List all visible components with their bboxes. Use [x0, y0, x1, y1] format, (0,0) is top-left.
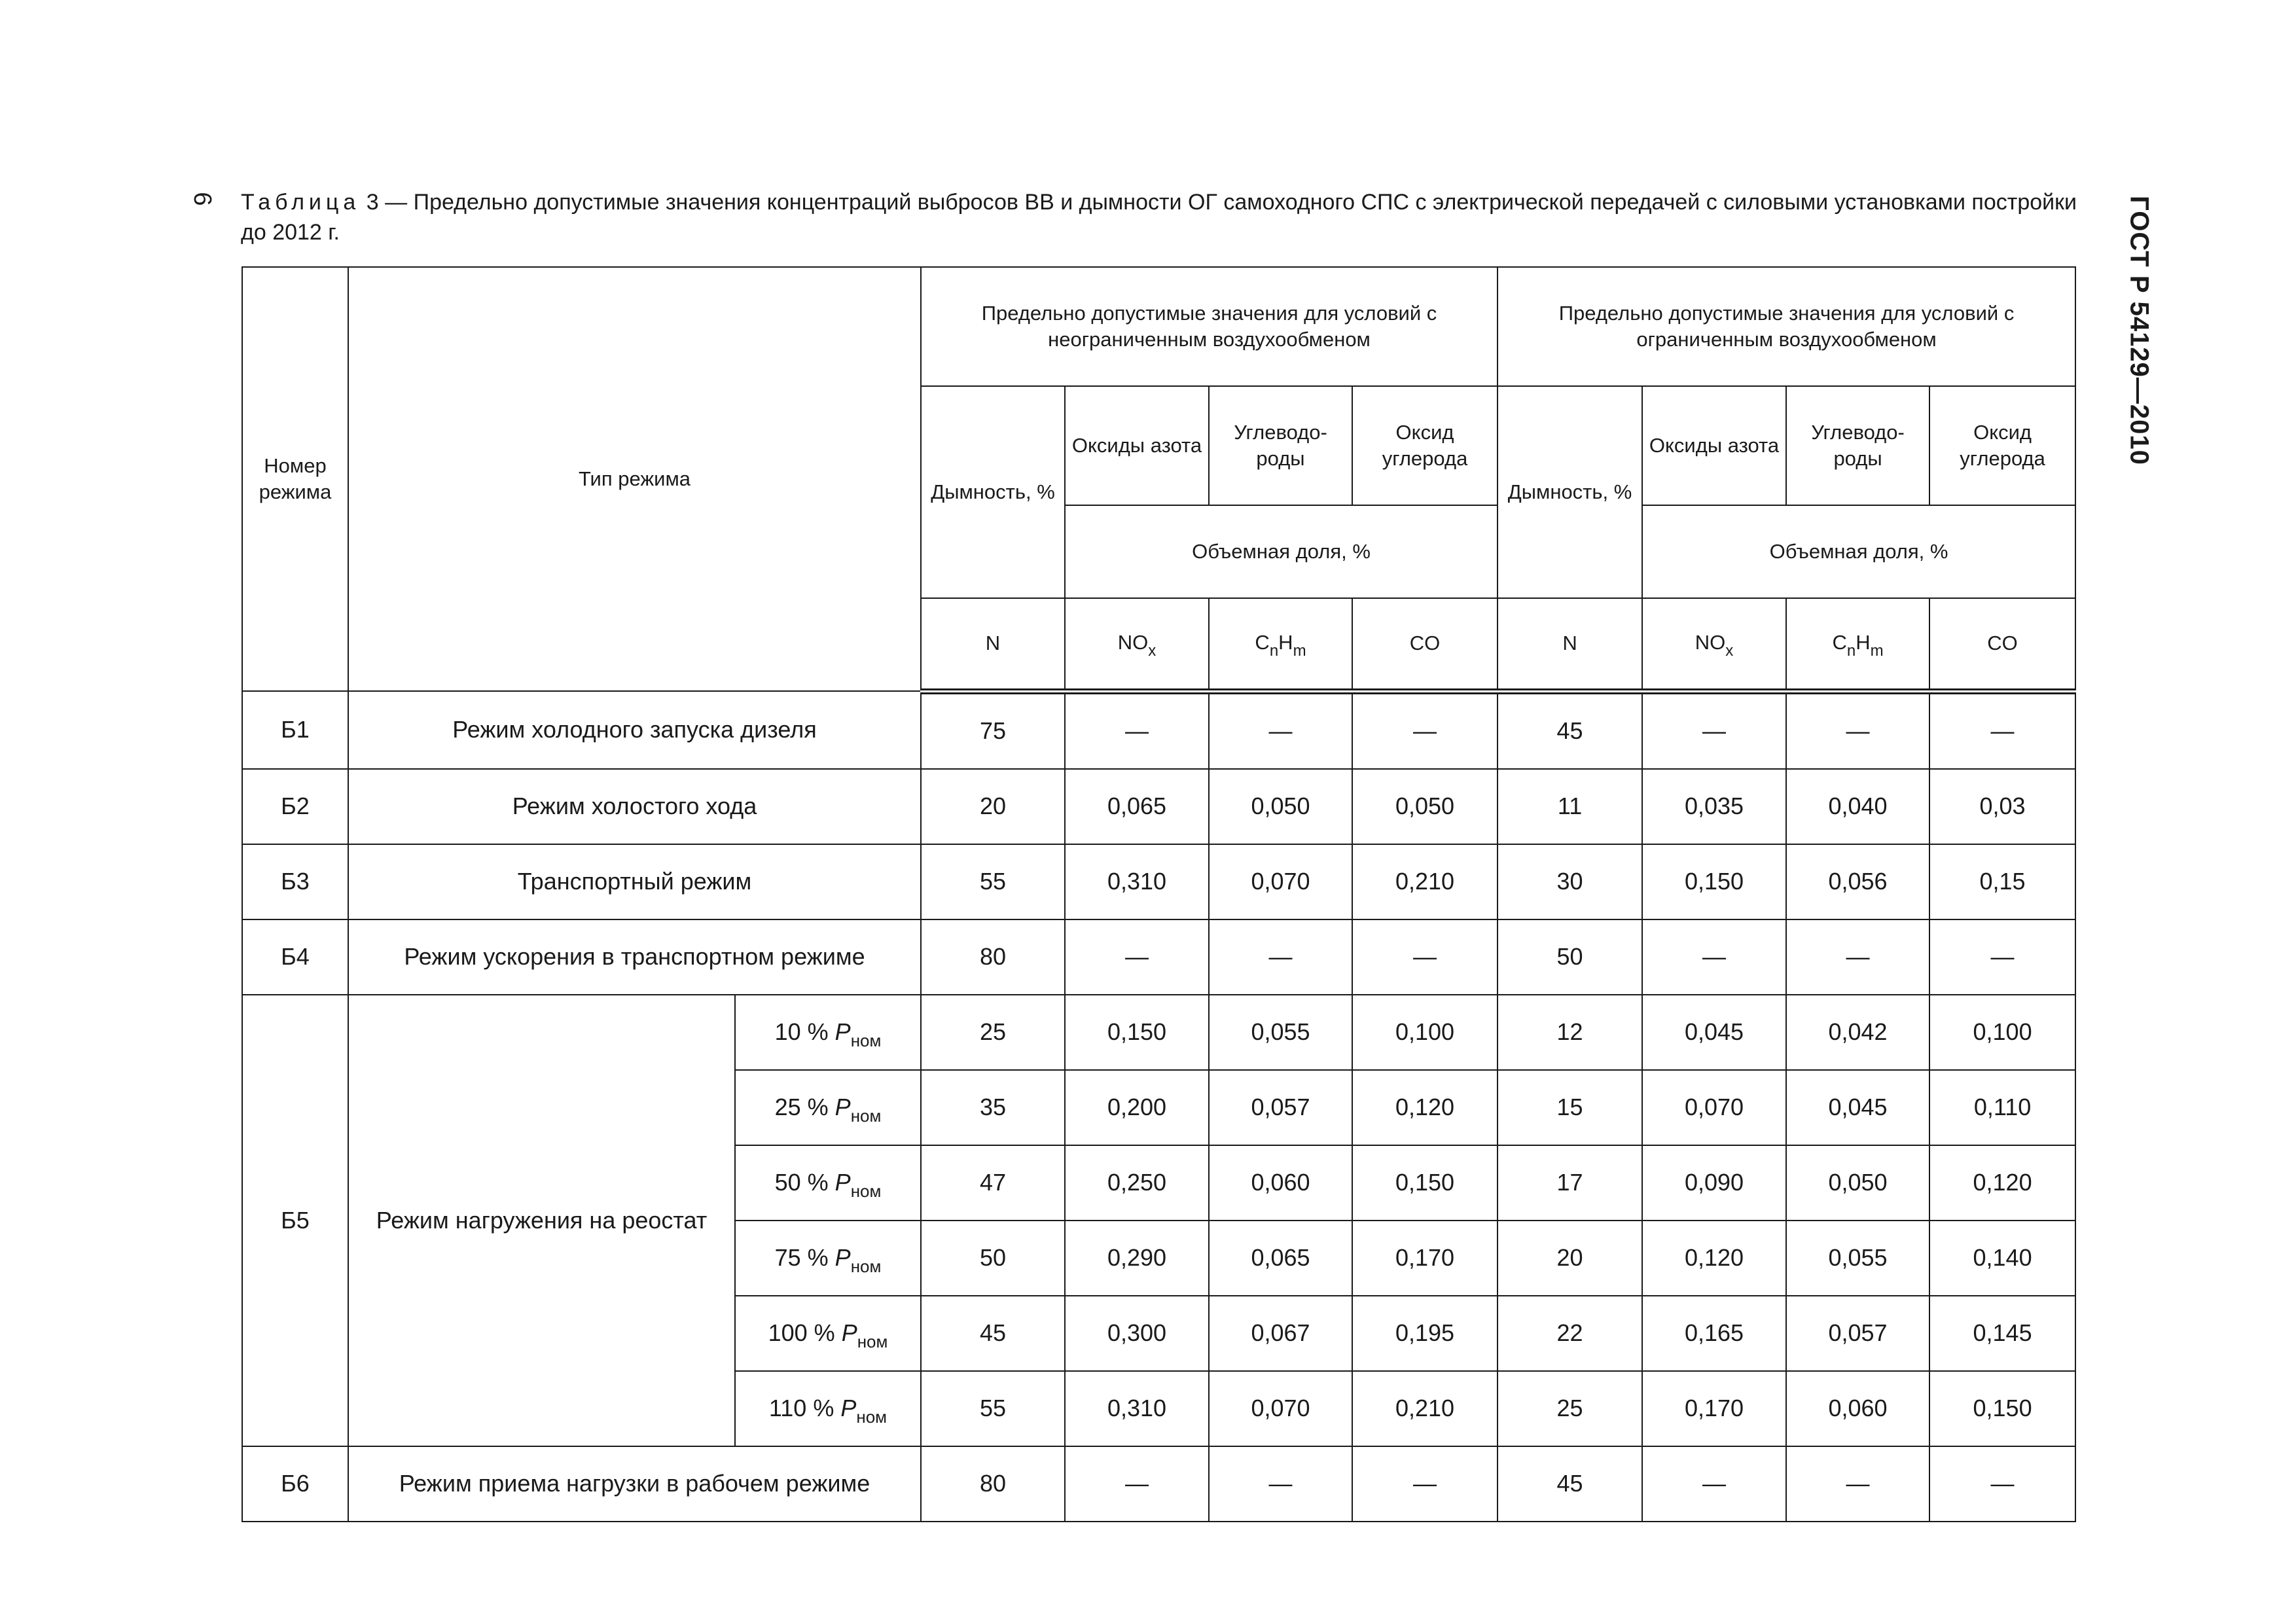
- load-percent: 75 % $P_{ном}$: [735, 1221, 921, 1296]
- value-cell: 0,195: [1352, 1296, 1498, 1371]
- value-cell: 0,050: [1209, 769, 1352, 844]
- value-cell: 0,150: [1929, 1371, 2075, 1446]
- value-cell: 20: [1498, 1221, 1642, 1296]
- value-cell: 0,065: [1065, 769, 1209, 844]
- value-cell: —: [1352, 691, 1498, 769]
- value-cell: 0,065: [1209, 1221, 1352, 1296]
- mode-id: Б2: [242, 769, 348, 844]
- value-cell: —: [1352, 1446, 1498, 1522]
- value-cell: 0,290: [1065, 1221, 1209, 1296]
- value-cell: —: [1642, 691, 1786, 769]
- mode-id: Б5: [242, 995, 348, 1446]
- value-cell: 0,145: [1929, 1296, 2075, 1371]
- value-cell: 25: [921, 995, 1065, 1070]
- value-cell: 0,055: [1786, 1221, 1929, 1296]
- header-nox-limited: Оксиды азота: [1642, 386, 1786, 505]
- header-nox-unlimited: Оксиды азота: [1065, 386, 1209, 505]
- value-cell: 0,090: [1642, 1145, 1786, 1221]
- value-cell: 20: [921, 769, 1065, 844]
- value-cell: 17: [1498, 1145, 1642, 1221]
- value-cell: 0,165: [1642, 1296, 1786, 1371]
- value-cell: 12: [1498, 995, 1642, 1070]
- value-cell: 75: [921, 691, 1065, 769]
- header-smoke-unlimited: Дымность, %: [921, 386, 1065, 598]
- symbol-nox-limited: $NO_x$: [1642, 598, 1786, 691]
- load-percent: 110 % $P_{ном}$: [735, 1371, 921, 1446]
- value-cell: 0,042: [1786, 995, 1929, 1070]
- caption-number: 3: [366, 190, 379, 215]
- value-cell: 0,120: [1929, 1145, 2075, 1221]
- load-percent: 25 % $P_{ном}$: [735, 1070, 921, 1145]
- header-volume-limited: Объемная доля, %: [1642, 505, 2075, 598]
- value-cell: 0,070: [1209, 844, 1352, 919]
- header-mode-type: Тип режима: [348, 267, 921, 691]
- value-cell: 0,150: [1065, 995, 1209, 1070]
- value-cell: 55: [921, 844, 1065, 919]
- value-cell: 55: [921, 1371, 1065, 1446]
- symbol-cnhm-unlimited: $C_nH_m$: [1209, 598, 1352, 691]
- value-cell: 45: [1498, 1446, 1642, 1522]
- value-cell: 0,100: [1352, 995, 1498, 1070]
- value-cell: 0,060: [1786, 1371, 1929, 1446]
- mode-type: Режим приема нагрузки в рабочем режиме: [348, 1446, 921, 1522]
- value-cell: 0,057: [1209, 1070, 1352, 1145]
- mode-id: Б3: [242, 844, 348, 919]
- value-cell: —: [1209, 919, 1352, 995]
- value-cell: 0,15: [1929, 844, 2075, 919]
- value-cell: 11: [1498, 769, 1642, 844]
- mode-id: Б1: [242, 691, 348, 769]
- value-cell: 0,170: [1352, 1221, 1498, 1296]
- value-cell: 15: [1498, 1070, 1642, 1145]
- symbol-co-limited: CO: [1929, 598, 2075, 691]
- value-cell: 0,310: [1065, 1371, 1209, 1446]
- table-row: [242, 769, 2075, 844]
- header-row-1: [242, 267, 2075, 386]
- symbol-nox-unlimited: $NO_x$: [1065, 598, 1209, 691]
- mode-type: Режим холодного запуска дизеля: [348, 691, 921, 769]
- value-cell: 0,035: [1642, 769, 1786, 844]
- value-cell: 0,040: [1786, 769, 1929, 844]
- value-cell: 0,140: [1929, 1221, 2075, 1296]
- caption-label: Таблица: [241, 190, 361, 215]
- value-cell: 0,056: [1786, 844, 1929, 919]
- table-row: [242, 995, 2075, 1070]
- value-cell: 0,310: [1065, 844, 1209, 919]
- value-cell: 35: [921, 1070, 1065, 1145]
- value-cell: 0,200: [1065, 1070, 1209, 1145]
- value-cell: —: [1929, 1446, 2075, 1522]
- value-cell: —: [1929, 919, 2075, 995]
- mode-type: Режим ускорения в транспортном режиме: [348, 919, 921, 995]
- mode-type: Режим нагружения на реостат: [348, 995, 735, 1446]
- value-cell: —: [1642, 1446, 1786, 1522]
- value-cell: 0,300: [1065, 1296, 1209, 1371]
- table-caption: [241, 187, 2077, 247]
- value-cell: —: [1209, 691, 1352, 769]
- mode-id: Б6: [242, 1446, 348, 1522]
- value-cell: —: [1065, 691, 1209, 769]
- header-cnhm-unlimited: Углеводо-роды: [1209, 386, 1352, 505]
- value-cell: —: [1929, 691, 2075, 769]
- value-cell: 30: [1498, 844, 1642, 919]
- value-cell: 0,057: [1786, 1296, 1929, 1371]
- value-cell: 0,170: [1642, 1371, 1786, 1446]
- header-cnhm-limited: Углеводо-роды: [1786, 386, 1929, 505]
- header-volume-unlimited: Объемная доля, %: [1065, 505, 1498, 598]
- header-co-limited: Оксид углерода: [1929, 386, 2075, 505]
- value-cell: 0,070: [1209, 1371, 1352, 1446]
- value-cell: 0,067: [1209, 1296, 1352, 1371]
- value-cell: 0,210: [1352, 844, 1498, 919]
- value-cell: 0,03: [1929, 769, 2075, 844]
- standard-designation-text: ГОСТ Р 54129—2010: [2125, 196, 2154, 465]
- symbol-n-limited: N: [1498, 598, 1642, 691]
- value-cell: —: [1065, 1446, 1209, 1522]
- table-body: [242, 691, 2075, 1522]
- value-cell: 25: [1498, 1371, 1642, 1446]
- symbol-n-unlimited: N: [921, 598, 1065, 691]
- header-mode-number: Номер режима: [242, 267, 348, 691]
- symbol-co-unlimited: CO: [1352, 598, 1498, 691]
- value-cell: 50: [1498, 919, 1642, 995]
- value-cell: 0,050: [1786, 1145, 1929, 1221]
- value-cell: 80: [921, 919, 1065, 995]
- value-cell: 45: [1498, 691, 1642, 769]
- value-cell: 0,045: [1786, 1070, 1929, 1145]
- value-cell: 22: [1498, 1296, 1642, 1371]
- value-cell: —: [1786, 919, 1929, 995]
- value-cell: 45: [921, 1296, 1065, 1371]
- value-cell: 50: [921, 1221, 1065, 1296]
- value-cell: 0,150: [1352, 1145, 1498, 1221]
- header-limited: Предельно допустимые значения для условий с ограниченным воздухообменом: [1498, 267, 2075, 386]
- load-percent: 50 % $P_{ном}$: [735, 1145, 921, 1221]
- mode-type: Режим холостого хода: [348, 769, 921, 844]
- header-co-unlimited: Оксид углерода: [1352, 386, 1498, 505]
- load-percent: 100 % $P_{ном}$: [735, 1296, 921, 1371]
- value-cell: —: [1352, 919, 1498, 995]
- emissions-table: [242, 266, 2076, 1522]
- value-cell: —: [1786, 1446, 1929, 1522]
- value-cell: 0,060: [1209, 1145, 1352, 1221]
- value-cell: 80: [921, 1446, 1065, 1522]
- header-smoke-limited: Дымность, %: [1498, 386, 1642, 598]
- table-row: [242, 691, 2075, 769]
- table-row: [242, 1446, 2075, 1522]
- value-cell: 47: [921, 1145, 1065, 1221]
- mode-id: Б4: [242, 919, 348, 995]
- symbol-cnhm-limited: $C_nH_m$: [1786, 598, 1929, 691]
- value-cell: —: [1642, 919, 1786, 995]
- page-number: 6: [188, 192, 216, 206]
- value-cell: 0,110: [1929, 1070, 2075, 1145]
- header-unlimited: Предельно допустимые значения для условий с неограниченным воздухообменом: [921, 267, 1498, 386]
- value-cell: —: [1786, 691, 1929, 769]
- value-cell: 0,210: [1352, 1371, 1498, 1446]
- mode-type: Транспортный режим: [348, 844, 921, 919]
- caption-text: — Предельно допустимые значения концентраций выбросов ВВ и дымности ОГ самоходного СПС с электрической передачей с силовыми установками постройки до 2012 г.: [241, 190, 2077, 245]
- load-percent: 10 % $P_{ном}$: [735, 995, 921, 1070]
- value-cell: 0,150: [1642, 844, 1786, 919]
- table-row: [242, 844, 2075, 919]
- value-cell: 0,070: [1642, 1070, 1786, 1145]
- value-cell: 0,050: [1352, 769, 1498, 844]
- value-cell: 0,055: [1209, 995, 1352, 1070]
- value-cell: 0,250: [1065, 1145, 1209, 1221]
- value-cell: 0,120: [1642, 1221, 1786, 1296]
- table-row: [242, 919, 2075, 995]
- value-cell: 0,045: [1642, 995, 1786, 1070]
- value-cell: —: [1209, 1446, 1352, 1522]
- value-cell: 0,120: [1352, 1070, 1498, 1145]
- value-cell: 0,100: [1929, 995, 2075, 1070]
- value-cell: —: [1065, 919, 1209, 995]
